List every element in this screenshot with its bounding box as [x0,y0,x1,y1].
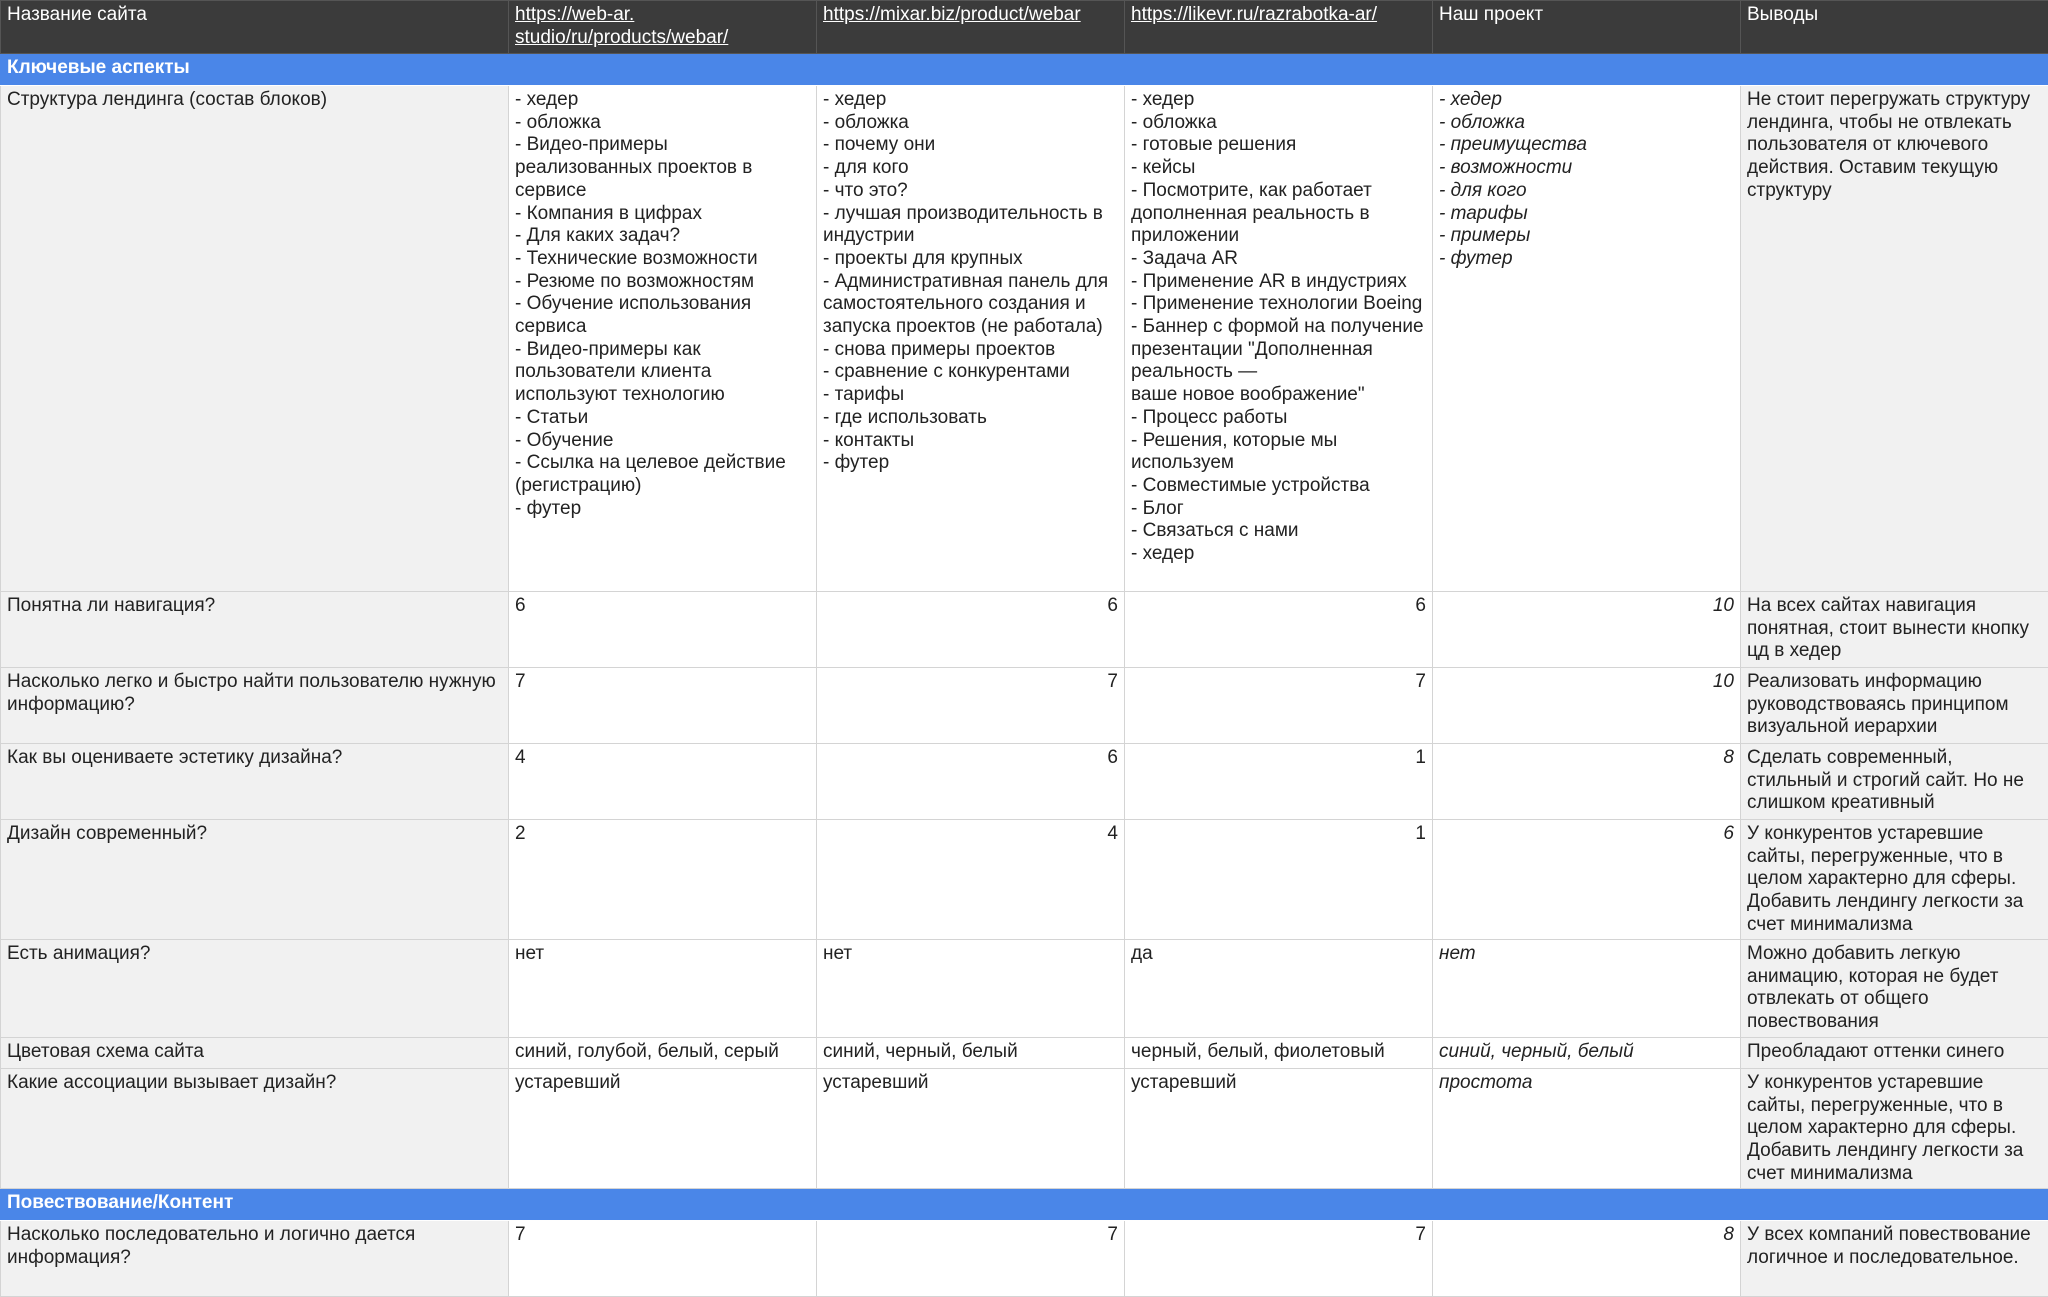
cell-site2[interactable]: нет [817,940,1125,1038]
cell-site3[interactable]: 1 [1125,744,1433,820]
table-row [1,1221,2048,1297]
table-row [1,668,2048,744]
header-site1[interactable] [509,1,817,54]
row-label[interactable]: Насколько легко и быстро найти пользователю нужную информацию? [1,668,509,744]
row-label[interactable]: Какие ассоциации вызывает дизайн? [1,1069,509,1189]
cell-conclusion[interactable]: У конкурентов устаревшие сайты, перегруженные, что в целом характерно для сферы. Добавить лендингу легкости за счет минимализма [1741,1069,2048,1189]
header-row [1,1,2048,54]
site1-link[interactable]: https://web-ar. studio/ru/products/webar/ [515,4,729,48]
header-site-name[interactable]: Название сайта [1,1,509,54]
cell-site3[interactable]: да [1125,940,1433,1038]
cell-site2[interactable]: устаревший [817,1069,1125,1189]
cell-site3[interactable]: черный, белый, фиолетовый [1125,1038,1433,1069]
cell-site3[interactable]: 1 [1125,820,1433,940]
cell-site1[interactable]: устаревший [509,1069,817,1189]
header-our-project[interactable]: Наш проект [1433,1,1741,54]
table-row [1,1069,2048,1189]
table-row [1,1038,2048,1069]
cell-site2[interactable]: 6 [817,592,1125,668]
section-row-key-aspects [1,54,2048,86]
cell-site1[interactable]: 2 [509,820,817,940]
row-label[interactable]: Понятна ли навигация? [1,592,509,668]
row-label[interactable]: Структура лендинга (состав блоков) [1,86,509,592]
header-site2[interactable] [817,1,1125,54]
cell-ours[interactable]: - хедер - обложка - преимущества - возможности - для кого - тарифы - примеры - футер [1433,86,1741,592]
section-row-story [1,1189,2048,1221]
row-label[interactable]: Дизайн современный? [1,820,509,940]
cell-conclusion[interactable]: У конкурентов устаревшие сайты, перегруженные, что в целом характерно для сферы. Добавить лендингу легкости за счет минимализма [1741,820,2048,940]
cell-site1[interactable]: 6 [509,592,817,668]
row-label[interactable]: Насколько последовательно и логично дается информация? [1,1221,509,1297]
cell-site1[interactable]: - хедер - обложка - Видео-примеры реализованных проектов в сервисе - Компания в цифрах - Для каких задач? - Технические возможности - Резюме по возможностям - Обучение использования сервиса - Видео-примеры как пользователи клиента используют технологию - Статьи - Обучение - Ссылка на целевое действие (регистрацию) - футер [509,86,817,592]
cell-ours[interactable]: нет [1433,940,1741,1038]
cell-site2[interactable]: 7 [817,668,1125,744]
row-label[interactable]: Есть анимация? [1,940,509,1038]
cell-site1[interactable]: синий, голубой, белый, серый [509,1038,817,1069]
section-title[interactable]: Повествование/Контент [1,1189,509,1221]
table-row [1,820,2048,940]
cell-conclusion[interactable]: Реализовать информацию руководствоваясь принципом визуальной иерархии [1741,668,2048,744]
header-site3[interactable] [1125,1,1433,54]
cell-site2[interactable]: 7 [817,1221,1125,1297]
cell-site2[interactable]: - хедер - обложка - почему они - для кого - что это? - лучшая производительность в индустрии - проекты для крупных - Административная панель для самостоятельного создания и запуска проектов (не работала) - снова примеры проектов - сравнение с конкурентами - тарифы - где использовать - контакты - футер [817,86,1125,592]
table-row [1,592,2048,668]
cell-ours[interactable]: синий, черный, белый [1433,1038,1741,1069]
cell-conclusion[interactable]: Преобладают оттенки синего [1741,1038,2048,1069]
cell-site2[interactable]: 4 [817,820,1125,940]
row-label[interactable]: Как вы оцениваете эстетику дизайна? [1,744,509,820]
cell-site3[interactable]: 7 [1125,668,1433,744]
site3-link[interactable]: https://likevr.ru/razrabotka-ar/ [1131,4,1378,25]
cell-site1[interactable]: 4 [509,744,817,820]
header-conclusions[interactable]: Выводы [1741,1,2048,54]
cell-site2[interactable]: 6 [817,744,1125,820]
table-row [1,940,2048,1038]
cell-conclusion[interactable]: У всех компаний повествование логичное и последовательное. [1741,1221,2048,1297]
cell-conclusion[interactable]: Сделать современный, стильный и строгий сайт. Но не слишком креативный [1741,744,2048,820]
cell-ours[interactable]: простота [1433,1069,1741,1189]
cell-conclusion[interactable]: Можно добавить легкую анимацию, которая не будет отвлекать от общего повествования [1741,940,2048,1038]
cell-site3[interactable]: устаревший [1125,1069,1433,1189]
cell-ours[interactable]: 8 [1433,744,1741,820]
cell-site3[interactable]: 7 [1125,1221,1433,1297]
section-title[interactable]: Ключевые аспекты [1,54,509,86]
cell-ours[interactable]: 6 [1433,820,1741,940]
cell-ours[interactable]: 10 [1433,592,1741,668]
cell-conclusion[interactable]: Не стоит перегружать структуру лендинга, чтобы не отвлекать пользователя от ключевого действия. Оставим текущую структуру [1741,86,2048,592]
cell-conclusion[interactable]: На всех сайтах навигация понятная, стоит вынести кнопку цд в хедер [1741,592,2048,668]
table-row [1,744,2048,820]
cell-site1[interactable]: нет [509,940,817,1038]
cell-site3[interactable]: 6 [1125,592,1433,668]
cell-site1[interactable]: 7 [509,1221,817,1297]
cell-ours[interactable]: 8 [1433,1221,1741,1297]
cell-site3[interactable]: - хедер - обложка - готовые решения - кейсы - Посмотрите, как работает дополненная реальность в приложении - Задача AR - Применение AR в индустриях - Применение технологии Boeing - Баннер с формой на получение презентации "Дополненная реальность — ваше новое воображение" - Процесс работы - Решения, которые мы используем - Совместимые устройства - Блог - Связаться с нами - хедер [1125,86,1433,592]
table-row [1,86,2048,592]
row-label[interactable]: Цветовая схема сайта [1,1038,509,1069]
cell-ours[interactable]: 10 [1433,668,1741,744]
site2-link[interactable]: https://mixar.biz/product/webar [823,4,1081,25]
cell-site2[interactable]: синий, черный, белый [817,1038,1125,1069]
cell-site1[interactable]: 7 [509,668,817,744]
